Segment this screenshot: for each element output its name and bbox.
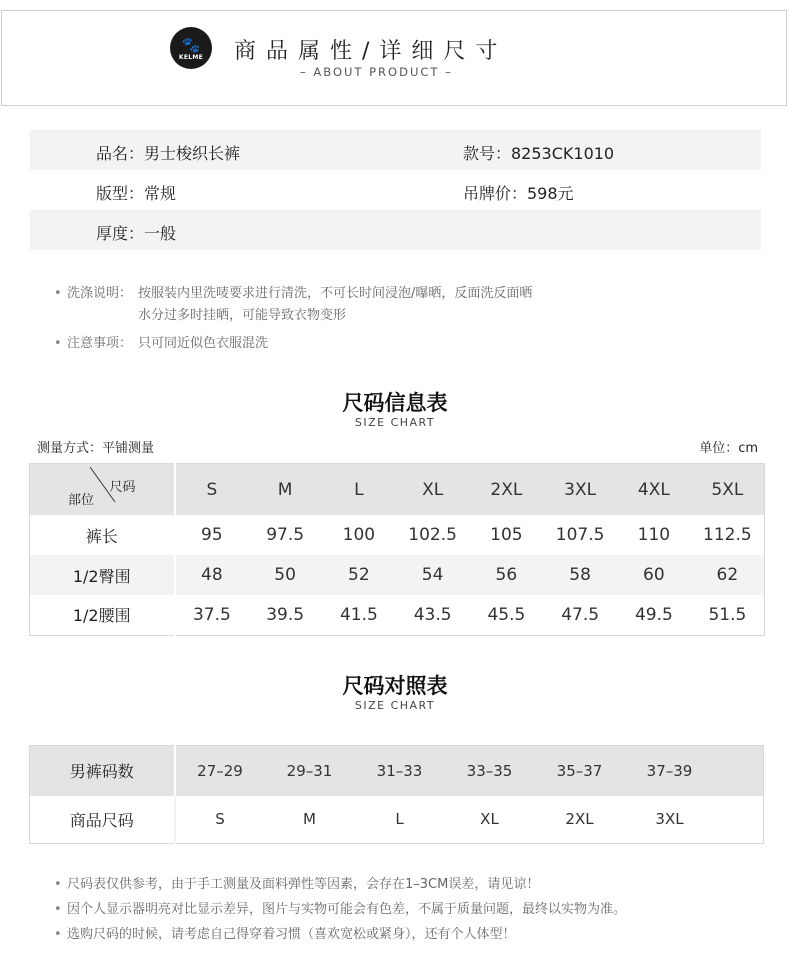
row-label: 男裤码数 [30,746,175,796]
table-cell: 37.5 [192,604,231,625]
info-row [30,170,761,210]
corner-top-label: 尺码 [109,480,136,495]
table-cell: 62 [691,555,765,595]
table-cell: L [355,796,445,844]
brand-logo [170,27,212,69]
product-info [30,130,761,250]
size-header: 3XL [543,464,617,516]
table-header-row [30,464,765,516]
paw-icon: 🐾 [181,35,201,54]
size-header: S [175,464,249,516]
footer-note: • 选购尺码的时候，请考虑自己得穿着习惯（喜欢宽松或紧身），还有个人体型！ [54,922,626,947]
table-cell: 107.5 [555,525,605,545]
table-cell: XL [445,796,535,844]
table-cell: 110 [637,525,671,545]
size-header: 4XL [617,464,691,516]
table-cell: 31–33 [355,746,445,796]
table-cell: 54 [396,555,470,595]
table-cell: S [175,796,265,844]
table-cell: 3XL [625,796,715,844]
size-header: 5XL [691,464,765,516]
table-cell: 47.5 [561,604,600,625]
table-cell: 97.5 [266,525,305,545]
info-fit: 版型：常规 [96,184,177,203]
table-cell: 41.5 [339,604,378,625]
page-subtitle: – ABOUT PRODUCT – [300,65,453,79]
table-cell: 45.5 [487,604,526,625]
measure-method: 测量方式：平铺测量 [37,441,155,456]
row-label: 裤长 [30,515,175,555]
table-row [30,595,765,635]
table-cell: 112.5 [703,525,752,545]
wash-note [54,283,532,327]
table-cell: 37–39 [625,746,715,796]
table-header-row [30,746,764,796]
table-cell-empty [715,746,764,796]
table-cell: 60 [617,555,691,595]
table-cell: 27–29 [175,746,265,796]
corner-cell [30,464,175,516]
table-cell: 100 [342,525,376,545]
wash-label: 洗涤说明： [67,286,133,301]
size-info-title: 尺码信息表 [342,391,448,415]
attention-note [54,333,532,355]
info-row [30,130,761,170]
size-compare-subtitle: SIZE CHART [354,699,436,712]
table-cell: 50 [248,555,322,595]
footer-note: • 尺码表仅供参考，由于手工测量及面料弹性等因素，会存在1–3CM误差，请见谅！ [54,872,626,897]
table-cell: 33–35 [445,746,535,796]
info-style-no: 款号：8253CK1010 [463,144,615,163]
page-title: 商品属性/详细尺寸 [234,39,508,64]
wash-line2: 水分过多时挂晒，可能导致衣物变形 [138,308,347,323]
table-row [30,555,765,595]
table-cell: 52 [322,555,396,595]
table-cell: 43.5 [413,604,452,625]
attention-label: 注意事项： [67,336,133,351]
table-cell: 39.5 [266,604,305,625]
unit-label: 单位：cm [699,441,758,456]
table-row [30,796,764,844]
table-cell: 58 [543,555,617,595]
size-header: L [322,464,396,516]
wash-line1: 按服装内里洗唛要求进行清洗，不可长时间浸泡/曝晒，反面洗反面晒 [138,286,533,301]
table-cell: 51.5 [708,604,747,625]
row-label: 1/2腰围 [30,595,175,635]
size-info-table [29,463,765,636]
attention-text: 只可同近似色衣服混洗 [138,336,269,351]
info-thickness: 厚度：一般 [96,224,177,243]
table-cell: 102.5 [408,525,457,545]
info-row [30,210,761,250]
info-price: 吊牌价：598元 [463,184,574,203]
table-cell: 56 [470,555,544,595]
footer-notes [54,872,626,947]
size-header: M [248,464,322,516]
diagonal-line [30,464,175,515]
table-row [30,515,765,555]
table-cell: 29–31 [265,746,355,796]
table-cell-empty [715,796,764,844]
table-cell: 49.5 [634,604,673,625]
row-label: 商品尺码 [30,796,175,844]
row-label: 1/2臀围 [30,555,175,595]
table-cell: 2XL [535,796,625,844]
footer-note: • 因个人显示器明亮对比显示差异，图片与实物可能会有色差，不属于质量问题，最终以实物为准。 [54,897,626,922]
size-info-subtitle: SIZE CHART [354,416,436,429]
info-name: 品名：男士梭织长裤 [96,144,241,163]
table-cell: 105 [490,525,523,545]
logo-text: KELME [178,53,204,61]
size-header: 2XL [470,464,544,516]
table-cell: 35–37 [535,746,625,796]
size-compare-table [29,745,764,844]
corner-bottom-label: 部位 [68,493,95,508]
size-header: XL [396,464,470,516]
table-cell: 48 [175,555,249,595]
table-cell: M [265,796,355,844]
size-compare-title: 尺码对照表 [342,674,448,698]
care-notes [54,283,532,355]
table-cell: 95 [201,525,223,545]
